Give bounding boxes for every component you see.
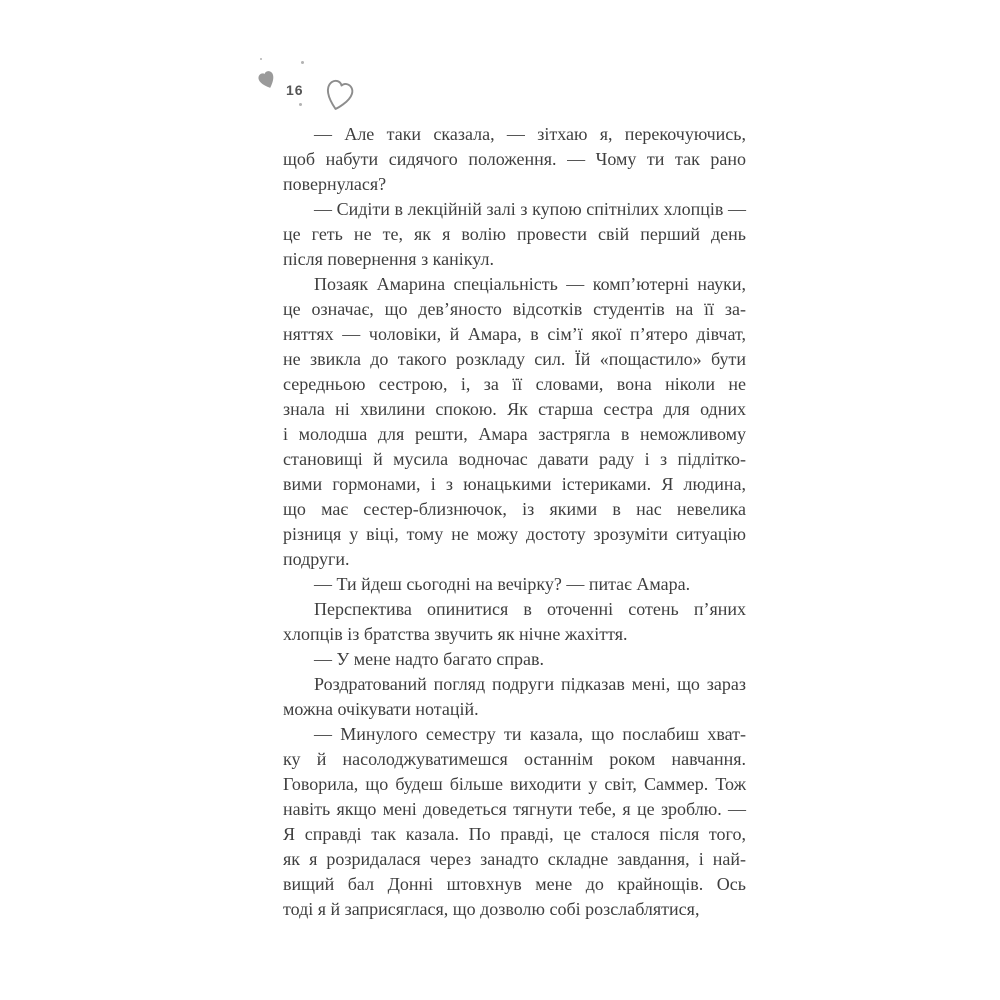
text-line: подруги. <box>283 549 350 569</box>
text-line: що має сестер-близнючок, із якими в нас невелика <box>283 499 746 519</box>
text-line: — Сидіти в лекційній залі з купою спітнілих хлопців — <box>314 199 746 219</box>
text-line: Перспектива опинитися в оточенні сотень п’яних <box>314 599 746 619</box>
text-line: хлопців із братства звучить як нічне жахіття. <box>283 624 628 644</box>
decorative-dot <box>301 61 304 64</box>
body-text <box>283 122 746 922</box>
decorative-dot <box>299 103 302 106</box>
paragraph <box>283 647 746 672</box>
text-line: можна очікувати нотацій. <box>283 699 479 719</box>
text-line: Роздратований погляд подруги підказав мені, що зараз <box>314 674 746 694</box>
text-line: як я розридалася через занадто складне завдання, і най- <box>283 849 746 869</box>
paragraph <box>283 197 746 272</box>
text-line: ку й насолоджуватимешся останнім роком навчання. <box>283 749 746 769</box>
text-line: — У мене надто багато справ. <box>314 649 544 669</box>
text-line: це означає, що дев’яносто відсотків студентів на її за- <box>283 299 746 319</box>
text-line: няттях — чоловіки, й Амара, в сім’ї якої п’ятеро дівчат, <box>283 324 746 344</box>
paragraph <box>283 672 746 722</box>
page-header <box>0 0 1000 140</box>
text-line: щоб набути сидячого положення. — Чому ти так рано <box>283 149 746 169</box>
text-line: навіть якщо мені доведеться тягнути тебе, я це зроблю. — <box>283 799 746 819</box>
paragraph <box>283 272 746 572</box>
text-line: — Але таки сказала, — зітхаю я, перекочуючись, <box>314 124 746 144</box>
text-line: і молодша для решти, Амара застрягла в неможливому <box>283 424 746 444</box>
text-line: — Минулого семестру ти казала, що послабиш хват- <box>314 724 746 744</box>
decorative-dot <box>260 58 262 60</box>
paragraph <box>283 722 746 922</box>
text-line: це геть не те, як я волію провести свій перший день <box>283 224 746 244</box>
text-line: Позаяк Амарина спеціальність — комп’ютерні науки, <box>314 274 746 294</box>
text-line: після повернення з канікул. <box>283 249 494 269</box>
text-line: тоді я й заприсяглася, що дозволю собі розслаблятися, <box>283 899 700 919</box>
text-line: середньою сестрою, і, за її словами, вона ніколи не <box>283 374 746 394</box>
text-line: становищі й мусила водночас давати раду і з підлітко- <box>283 449 746 469</box>
paragraph <box>283 597 746 647</box>
paragraph <box>283 122 746 197</box>
text-line: повернулася? <box>283 174 387 194</box>
text-line: Говорила, що будеш більше виходити у світ, Саммер. Тож <box>283 774 746 794</box>
filled-heart-icon <box>251 64 282 95</box>
text-line: не звикла до такого розкладу сил. Їй «пощастило» бути <box>283 349 746 369</box>
text-line: Я справді так казала. По правді, це сталося після того, <box>283 824 746 844</box>
paragraph <box>283 572 746 597</box>
text-line: вими гормонами, і з юнацькими істериками. Я людина, <box>283 474 746 494</box>
text-line: вищий бал Донні штовхнув мене до крайнощів. Ось <box>283 874 746 894</box>
outline-heart-icon <box>314 70 365 121</box>
text-line: знала ні хвилини спокою. Як старша сестра для одних <box>283 399 746 419</box>
text-line: різниця у віці, тому не можу достоту зрозуміти ситуацію <box>283 524 746 544</box>
text-line: — Ти йдеш сьогодні на вечірку? — питає Амара. <box>314 574 691 594</box>
page-number: 16 <box>286 82 304 98</box>
